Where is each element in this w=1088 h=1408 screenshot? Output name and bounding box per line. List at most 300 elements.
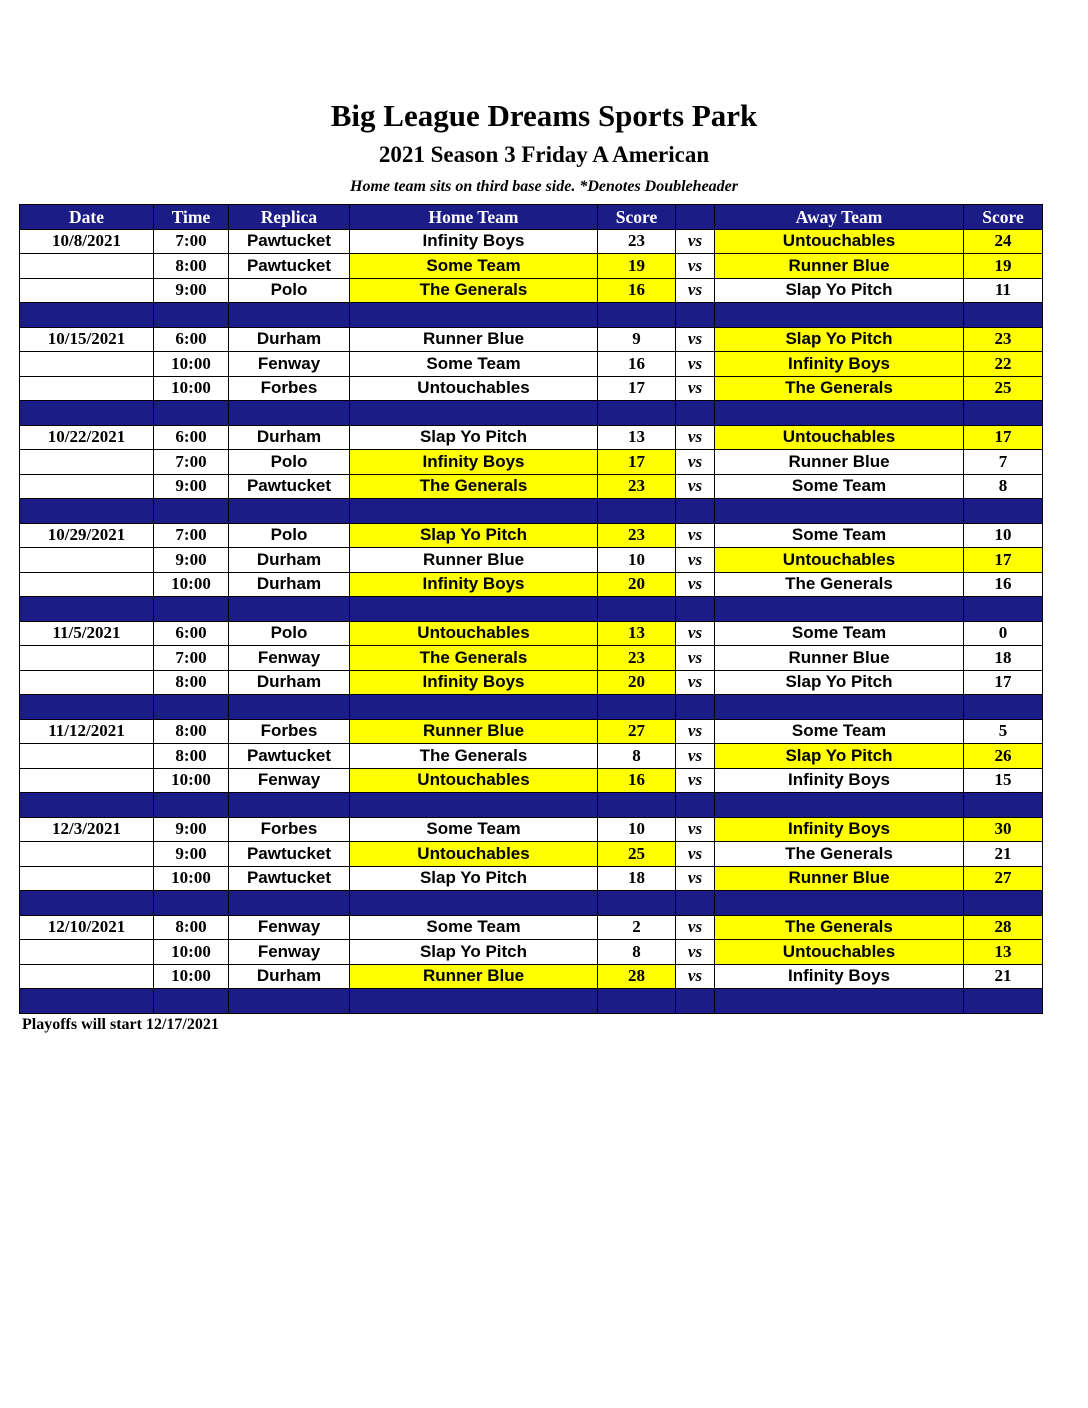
- home-team: Infinity Boys: [350, 670, 598, 695]
- column-header-away-score: Score: [964, 205, 1043, 230]
- separator-cell: [350, 597, 598, 622]
- home-team: The Generals: [350, 474, 598, 499]
- separator-cell: [676, 695, 715, 720]
- vs-label: vs: [676, 425, 715, 450]
- home-score: 20: [598, 670, 676, 695]
- game-time: 7:00: [154, 229, 229, 254]
- separator-cell: [154, 597, 229, 622]
- game-field: Pawtucket: [229, 474, 350, 499]
- separator-cell: [598, 401, 676, 426]
- game-time: 10:00: [154, 866, 229, 891]
- home-score: 10: [598, 548, 676, 573]
- vs-label: vs: [676, 621, 715, 646]
- home-score: 8: [598, 744, 676, 769]
- separator-cell: [229, 891, 350, 916]
- home-team: Slap Yo Pitch: [350, 425, 598, 450]
- game-field: Pawtucket: [229, 866, 350, 891]
- separator-cell: [229, 303, 350, 328]
- vs-label: vs: [676, 376, 715, 401]
- home-team: Some Team: [350, 817, 598, 842]
- game-date: [20, 940, 154, 965]
- game-field: Polo: [229, 450, 350, 475]
- away-score: 17: [964, 425, 1043, 450]
- away-score: 5: [964, 719, 1043, 744]
- home-team: Infinity Boys: [350, 572, 598, 597]
- game-time: 10:00: [154, 768, 229, 793]
- separator-cell: [964, 695, 1043, 720]
- game-field: Fenway: [229, 768, 350, 793]
- away-score: 25: [964, 376, 1043, 401]
- vs-label: vs: [676, 915, 715, 940]
- separator-cell: [20, 695, 154, 720]
- home-team: Runner Blue: [350, 548, 598, 573]
- away-score: 18: [964, 646, 1043, 671]
- separator-cell: [350, 499, 598, 524]
- vs-label: vs: [676, 670, 715, 695]
- game-time: 10:00: [154, 352, 229, 377]
- game-date: 12/3/2021: [20, 817, 154, 842]
- game-field: Fenway: [229, 915, 350, 940]
- separator-cell: [676, 401, 715, 426]
- game-time: 8:00: [154, 254, 229, 279]
- game-time: 6:00: [154, 425, 229, 450]
- home-team: Runner Blue: [350, 327, 598, 352]
- game-time: 6:00: [154, 327, 229, 352]
- column-header-home-score: Score: [598, 205, 676, 230]
- separator-cell: [154, 401, 229, 426]
- home-team: Some Team: [350, 352, 598, 377]
- away-team: Runner Blue: [715, 254, 964, 279]
- table-row: [20, 940, 1043, 965]
- home-team: The Generals: [350, 278, 598, 303]
- game-field: Pawtucket: [229, 744, 350, 769]
- vs-label: vs: [676, 817, 715, 842]
- game-date: [20, 278, 154, 303]
- table-row: [20, 572, 1043, 597]
- game-date: [20, 744, 154, 769]
- vs-label: vs: [676, 523, 715, 548]
- separator-cell: [20, 597, 154, 622]
- home-team: Slap Yo Pitch: [350, 940, 598, 965]
- game-time: 9:00: [154, 278, 229, 303]
- game-time: 10:00: [154, 376, 229, 401]
- separator-cell: [350, 891, 598, 916]
- separator-cell: [154, 303, 229, 328]
- table-row: [20, 254, 1043, 279]
- game-date: 10/8/2021: [20, 229, 154, 254]
- game-date: 10/15/2021: [20, 327, 154, 352]
- separator-cell: [964, 891, 1043, 916]
- vs-label: vs: [676, 278, 715, 303]
- separator-cell: [154, 793, 229, 818]
- game-date: [20, 548, 154, 573]
- table-row: [20, 744, 1043, 769]
- game-field: Durham: [229, 670, 350, 695]
- home-team: Untouchables: [350, 376, 598, 401]
- away-team: Untouchables: [715, 548, 964, 573]
- separator-cell: [20, 499, 154, 524]
- separator-cell: [598, 891, 676, 916]
- game-field: Durham: [229, 964, 350, 989]
- separator-cell: [676, 793, 715, 818]
- table-row: [20, 646, 1043, 671]
- separator-cell: [154, 499, 229, 524]
- home-team: Untouchables: [350, 842, 598, 867]
- separator-cell: [229, 989, 350, 1014]
- home-team: Slap Yo Pitch: [350, 866, 598, 891]
- table-row: [20, 474, 1043, 499]
- separator-cell: [964, 989, 1043, 1014]
- away-team: Some Team: [715, 719, 964, 744]
- separator-cell: [154, 891, 229, 916]
- page-title: Big League Dreams Sports Park: [330, 98, 758, 133]
- game-date: 12/10/2021: [20, 915, 154, 940]
- table-row: [20, 964, 1043, 989]
- vs-label: vs: [676, 940, 715, 965]
- home-score: 16: [598, 352, 676, 377]
- game-time: 10:00: [154, 572, 229, 597]
- separator-cell: [715, 695, 964, 720]
- separator-cell: [715, 499, 964, 524]
- home-score: 2: [598, 915, 676, 940]
- separator-cell: [964, 499, 1043, 524]
- game-time: 9:00: [154, 548, 229, 573]
- away-team: Untouchables: [715, 229, 964, 254]
- separator-row: [20, 303, 1043, 328]
- table-header-row: [20, 205, 1043, 230]
- column-header-vs: [676, 205, 715, 230]
- game-date: 11/12/2021: [20, 719, 154, 744]
- table-row: [20, 278, 1043, 303]
- separator-row: [20, 499, 1043, 524]
- vs-label: vs: [676, 866, 715, 891]
- game-field: Durham: [229, 548, 350, 573]
- away-team: The Generals: [715, 842, 964, 867]
- away-team: Runner Blue: [715, 450, 964, 475]
- game-field: Forbes: [229, 719, 350, 744]
- game-field: Forbes: [229, 376, 350, 401]
- separator-cell: [154, 695, 229, 720]
- game-date: [20, 964, 154, 989]
- separator-cell: [676, 891, 715, 916]
- home-score: 8: [598, 940, 676, 965]
- vs-label: vs: [676, 450, 715, 475]
- separator-cell: [715, 989, 964, 1014]
- separator-cell: [350, 303, 598, 328]
- table-row: [20, 425, 1043, 450]
- home-score: 23: [598, 646, 676, 671]
- away-score: 7: [964, 450, 1043, 475]
- away-team: Slap Yo Pitch: [715, 744, 964, 769]
- away-score: 21: [964, 964, 1043, 989]
- away-team: The Generals: [715, 376, 964, 401]
- vs-label: vs: [676, 768, 715, 793]
- separator-cell: [598, 793, 676, 818]
- column-header-time: Time: [154, 205, 229, 230]
- away-team: Runner Blue: [715, 646, 964, 671]
- table-row: [20, 327, 1043, 352]
- vs-label: vs: [676, 646, 715, 671]
- game-time: 10:00: [154, 964, 229, 989]
- away-team: Runner Blue: [715, 866, 964, 891]
- separator-cell: [676, 499, 715, 524]
- separator-cell: [20, 303, 154, 328]
- game-date: [20, 866, 154, 891]
- away-score: 0: [964, 621, 1043, 646]
- home-score: 25: [598, 842, 676, 867]
- away-score: 17: [964, 670, 1043, 695]
- home-team: Slap Yo Pitch: [350, 523, 598, 548]
- away-team: The Generals: [715, 572, 964, 597]
- home-score: 18: [598, 866, 676, 891]
- separator-cell: [154, 989, 229, 1014]
- game-time: 9:00: [154, 817, 229, 842]
- away-score: 27: [964, 866, 1043, 891]
- separator-cell: [350, 989, 598, 1014]
- game-field: Fenway: [229, 940, 350, 965]
- schedule-body: [20, 229, 1043, 1013]
- game-time: 8:00: [154, 719, 229, 744]
- separator-cell: [350, 793, 598, 818]
- game-date: [20, 572, 154, 597]
- away-score: 26: [964, 744, 1043, 769]
- away-team: Infinity Boys: [715, 964, 964, 989]
- separator-cell: [598, 597, 676, 622]
- away-score: 8: [964, 474, 1043, 499]
- home-score: 13: [598, 621, 676, 646]
- home-team: Runner Blue: [350, 964, 598, 989]
- table-row: [20, 523, 1043, 548]
- column-header-date: Date: [20, 205, 154, 230]
- table-row: [20, 670, 1043, 695]
- home-team: Untouchables: [350, 768, 598, 793]
- away-team: Slap Yo Pitch: [715, 278, 964, 303]
- home-score: 23: [598, 523, 676, 548]
- separator-row: [20, 891, 1043, 916]
- separator-cell: [715, 793, 964, 818]
- table-row: [20, 842, 1043, 867]
- separator-cell: [229, 499, 350, 524]
- away-team: The Generals: [715, 915, 964, 940]
- vs-label: vs: [676, 327, 715, 352]
- game-date: [20, 670, 154, 695]
- home-team: Infinity Boys: [350, 450, 598, 475]
- away-team: Some Team: [715, 474, 964, 499]
- game-date: [20, 646, 154, 671]
- game-date: [20, 768, 154, 793]
- vs-label: vs: [676, 474, 715, 499]
- game-time: 8:00: [154, 744, 229, 769]
- game-date: [20, 376, 154, 401]
- away-team: Infinity Boys: [715, 352, 964, 377]
- home-team: Some Team: [350, 254, 598, 279]
- game-date: [20, 474, 154, 499]
- separator-row: [20, 793, 1043, 818]
- table-row: [20, 450, 1043, 475]
- home-score: 23: [598, 229, 676, 254]
- game-time: 9:00: [154, 474, 229, 499]
- away-score: 19: [964, 254, 1043, 279]
- schedule-table: [19, 204, 1043, 1014]
- column-header-home-team: Home Team: [350, 205, 598, 230]
- separator-cell: [715, 891, 964, 916]
- game-field: Polo: [229, 621, 350, 646]
- header-note: Home team sits on third base side. *Denotes Doubleheader: [350, 178, 738, 195]
- home-score: 17: [598, 376, 676, 401]
- vs-label: vs: [676, 548, 715, 573]
- table-row: [20, 229, 1043, 254]
- away-score: 21: [964, 842, 1043, 867]
- game-date: [20, 450, 154, 475]
- separator-cell: [715, 303, 964, 328]
- separator-cell: [964, 401, 1043, 426]
- footer-note: Playoffs will start 12/17/2021: [22, 1016, 219, 1033]
- game-field: Durham: [229, 572, 350, 597]
- separator-cell: [229, 401, 350, 426]
- game-field: Fenway: [229, 646, 350, 671]
- game-time: 8:00: [154, 670, 229, 695]
- game-field: Pawtucket: [229, 229, 350, 254]
- separator-cell: [20, 989, 154, 1014]
- separator-cell: [229, 793, 350, 818]
- vs-label: vs: [676, 254, 715, 279]
- away-score: 30: [964, 817, 1043, 842]
- vs-label: vs: [676, 842, 715, 867]
- game-field: Durham: [229, 425, 350, 450]
- home-score: 20: [598, 572, 676, 597]
- game-field: Polo: [229, 523, 350, 548]
- home-team: Some Team: [350, 915, 598, 940]
- away-team: Infinity Boys: [715, 817, 964, 842]
- game-date: [20, 842, 154, 867]
- separator-cell: [715, 401, 964, 426]
- away-team: Slap Yo Pitch: [715, 327, 964, 352]
- home-team: Untouchables: [350, 621, 598, 646]
- home-team: Infinity Boys: [350, 229, 598, 254]
- separator-cell: [20, 891, 154, 916]
- separator-cell: [20, 401, 154, 426]
- table-row: [20, 376, 1043, 401]
- separator-row: [20, 989, 1043, 1014]
- home-team: The Generals: [350, 744, 598, 769]
- game-date: [20, 352, 154, 377]
- game-time: 7:00: [154, 450, 229, 475]
- separator-cell: [964, 793, 1043, 818]
- home-score: 9: [598, 327, 676, 352]
- separator-cell: [676, 303, 715, 328]
- home-score: 23: [598, 474, 676, 499]
- game-date: [20, 254, 154, 279]
- separator-cell: [676, 597, 715, 622]
- column-header-replica: Replica: [229, 205, 350, 230]
- home-score: 28: [598, 964, 676, 989]
- table-row: [20, 817, 1043, 842]
- game-field: Forbes: [229, 817, 350, 842]
- separator-cell: [964, 303, 1043, 328]
- game-time: 8:00: [154, 915, 229, 940]
- away-score: 23: [964, 327, 1043, 352]
- game-field: Polo: [229, 278, 350, 303]
- separator-row: [20, 401, 1043, 426]
- game-field: Fenway: [229, 352, 350, 377]
- away-score: 28: [964, 915, 1043, 940]
- vs-label: vs: [676, 964, 715, 989]
- separator-cell: [350, 695, 598, 720]
- game-field: Pawtucket: [229, 254, 350, 279]
- table-row: [20, 866, 1043, 891]
- table-row: [20, 548, 1043, 573]
- separator-cell: [715, 597, 964, 622]
- page-subtitle: 2021 Season 3 Friday A American: [378, 142, 710, 167]
- vs-label: vs: [676, 352, 715, 377]
- away-score: 11: [964, 278, 1043, 303]
- away-team: Infinity Boys: [715, 768, 964, 793]
- separator-cell: [964, 597, 1043, 622]
- home-score: 16: [598, 278, 676, 303]
- game-field: Durham: [229, 327, 350, 352]
- separator-cell: [598, 695, 676, 720]
- away-team: Untouchables: [715, 425, 964, 450]
- table-row: [20, 352, 1043, 377]
- home-score: 16: [598, 768, 676, 793]
- home-score: 19: [598, 254, 676, 279]
- vs-label: vs: [676, 572, 715, 597]
- column-header-away-team: Away Team: [715, 205, 964, 230]
- vs-label: vs: [676, 719, 715, 744]
- away-team: Some Team: [715, 621, 964, 646]
- away-team: Untouchables: [715, 940, 964, 965]
- away-score: 24: [964, 229, 1043, 254]
- away-score: 10: [964, 523, 1043, 548]
- vs-label: vs: [676, 744, 715, 769]
- separator-row: [20, 695, 1043, 720]
- separator-cell: [598, 499, 676, 524]
- game-date: 10/29/2021: [20, 523, 154, 548]
- home-score: 10: [598, 817, 676, 842]
- away-team: Slap Yo Pitch: [715, 670, 964, 695]
- table-row: [20, 768, 1043, 793]
- away-score: 15: [964, 768, 1043, 793]
- home-score: 17: [598, 450, 676, 475]
- away-score: 16: [964, 572, 1043, 597]
- game-time: 6:00: [154, 621, 229, 646]
- home-score: 13: [598, 425, 676, 450]
- away-score: 17: [964, 548, 1043, 573]
- table-row: [20, 621, 1043, 646]
- away-score: 13: [964, 940, 1043, 965]
- separator-cell: [350, 401, 598, 426]
- game-time: 7:00: [154, 523, 229, 548]
- home-team: Runner Blue: [350, 719, 598, 744]
- table-row: [20, 719, 1043, 744]
- game-time: 7:00: [154, 646, 229, 671]
- away-team: Some Team: [715, 523, 964, 548]
- vs-label: vs: [676, 229, 715, 254]
- away-score: 22: [964, 352, 1043, 377]
- separator-cell: [229, 695, 350, 720]
- game-time: 10:00: [154, 940, 229, 965]
- separator-cell: [676, 989, 715, 1014]
- home-score: 27: [598, 719, 676, 744]
- home-team: The Generals: [350, 646, 598, 671]
- separator-cell: [598, 989, 676, 1014]
- table-row: [20, 915, 1043, 940]
- game-time: 9:00: [154, 842, 229, 867]
- separator-cell: [598, 303, 676, 328]
- game-date: 10/22/2021: [20, 425, 154, 450]
- separator-cell: [20, 793, 154, 818]
- separator-row: [20, 597, 1043, 622]
